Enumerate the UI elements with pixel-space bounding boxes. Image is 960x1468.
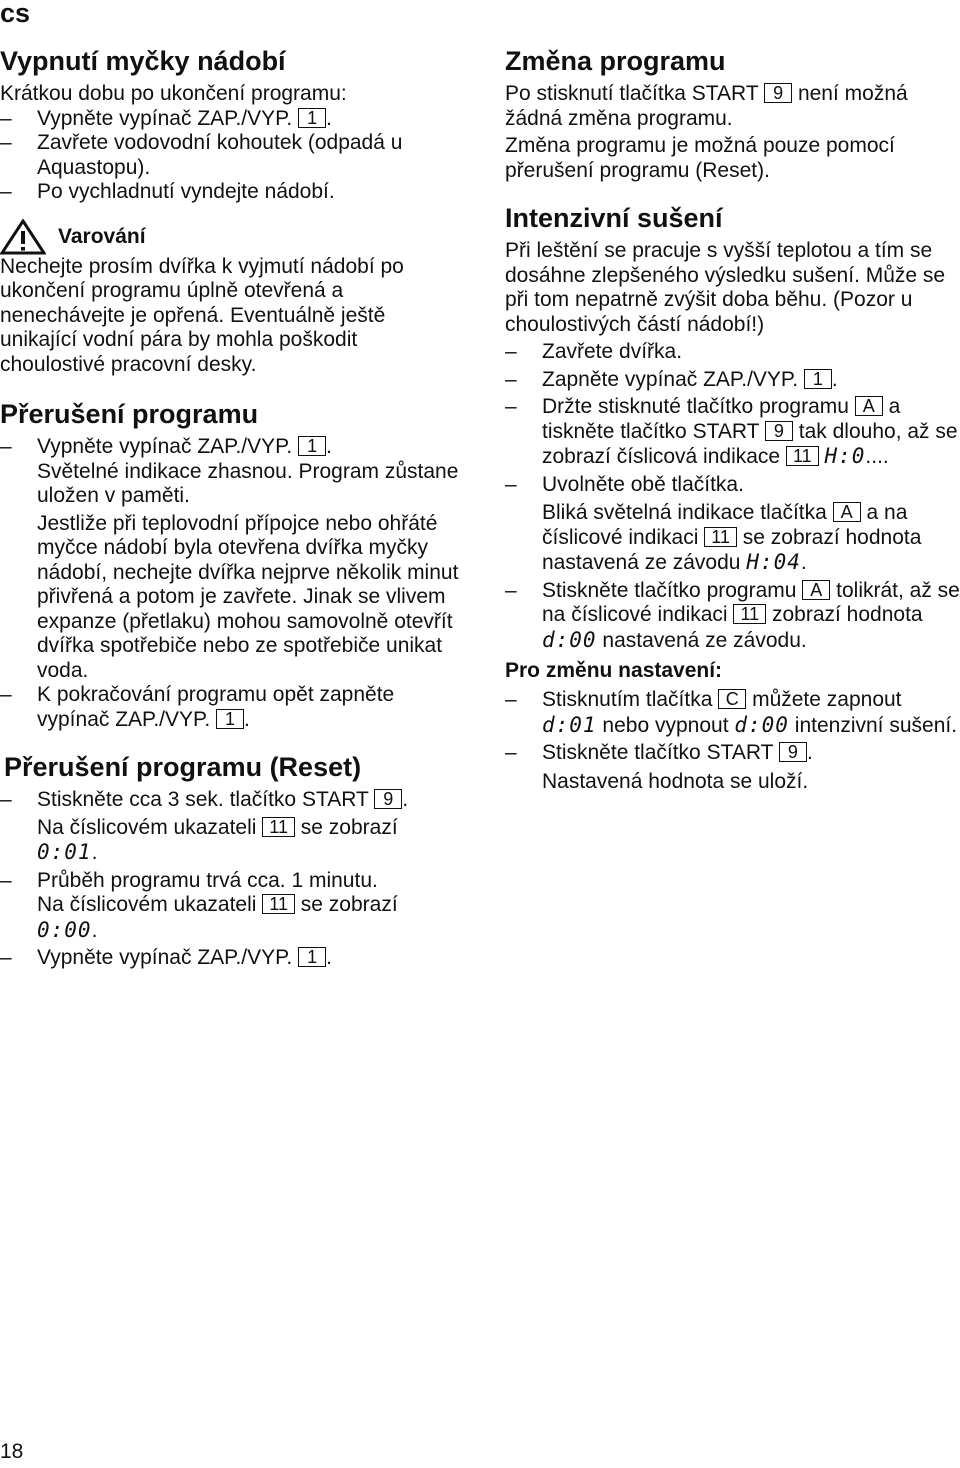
key-11: 11 — [704, 527, 737, 547]
section-title-intensive-drying: Intenzivní sušení — [505, 203, 723, 233]
step-close-tap: – Zavřete vodovodní kohoutek (odpadá u Aquastopu). — [0, 131, 462, 180]
step-interrupt-switch-off: – Vypněte vypínač ZAP./VYP. 1 . — [0, 435, 462, 460]
change-program-reset-text: Změna programu je možná pouze pomocí přerušení programu (Reset). — [505, 134, 895, 182]
section-title-reset: Přerušení programu (Reset) — [4, 752, 362, 782]
step-continue: – K pokračování programu opět zapněte vypínač ZAP./VYP. 1 . — [0, 683, 462, 732]
step-switch-off: – Vypněte vypínač ZAP./VYP. 1 . — [0, 107, 462, 132]
key-A: A — [833, 502, 861, 522]
key-1: 1 — [298, 436, 326, 456]
release-note: Bliká světelná indikace tlačítka A a na číslicové indikaci 11 se zobrazí hodnota nastavená ze závodu H:04. — [542, 501, 922, 574]
reset-display-note: Na číslicovém ukazateli 11 se zobrazí 0:01. — [37, 815, 398, 864]
intro-text: Krátkou dobu po ukončení programu: — [0, 82, 347, 105]
left-column — [0, 44, 462, 971]
key-11: 11 — [733, 604, 766, 624]
key-A: A — [802, 580, 830, 600]
warning-heading — [0, 219, 462, 255]
step-press-start-save: – Stiskněte tlačítko START 9 . — [505, 741, 960, 766]
display-value: 0:00 — [37, 917, 92, 942]
step-reset-switch-off: – Vypněte vypínač ZAP./VYP. 1 . — [0, 946, 462, 971]
display-value: d:00 — [734, 712, 789, 737]
key-C: C — [718, 689, 746, 709]
display-value: d:00 — [542, 627, 597, 652]
key-11: 11 — [786, 446, 819, 466]
step-unload: – Po vychladnutí vyndejte nádobí. — [0, 180, 462, 205]
key-A: A — [855, 396, 883, 416]
intensive-drying-text: Při leštění se pracuje s vyšší teplotou a tím se dosáhne zlepšeného výsledku sušení. Může se při tom nepatrně zvýšit doba běhu. (Pozor u choulostivých částí nádobí!) — [505, 239, 946, 336]
page-number: 18 — [0, 1440, 24, 1463]
display-value: H:04 — [746, 550, 801, 574]
step-release-buttons: – Uvolněte obě tlačítka. — [505, 473, 960, 498]
key-1: 1 — [298, 947, 326, 967]
saved-note: Nastavená hodnota se uloží. — [542, 769, 809, 793]
step-program-runs: – Průběh programu trvá cca. 1 minutu. — [0, 869, 462, 894]
section-title-change-program: Změna programu — [505, 46, 726, 76]
right-column — [505, 44, 960, 794]
key-11: 11 — [262, 894, 295, 914]
key-9: 9 — [764, 83, 792, 103]
display-value: 0:01 — [37, 840, 92, 864]
reset-display-note-2: Na číslicovém ukazateli 11 se zobrazí 0:00. — [37, 893, 398, 942]
step-press-program-button: – Stiskněte tlačítko programu A tolikrát, až se na číslicové indikaci 11 zobrazí hodnota d:00 nastavená ze závodu. — [505, 579, 960, 654]
key-1: 1 — [298, 108, 326, 128]
warning-label: Varování — [58, 224, 146, 248]
warning-icon — [0, 219, 46, 255]
step-switch-on: – Zapněte vypínač ZAP./VYP. 1 . — [505, 368, 960, 393]
step-press-start: – Stiskněte cca 3 sek. tlačítko START 9 . — [0, 788, 462, 813]
subheading-change-setting: Pro změnu nastavení: — [505, 659, 723, 682]
key-1: 1 — [804, 369, 832, 389]
key-1: 1 — [216, 709, 244, 729]
step-close-door: – Zavřete dvířka. — [505, 340, 960, 365]
change-program-text: Po stisknutí tlačítka START 9 není možná žádná změna programu. — [505, 82, 908, 130]
key-11: 11 — [262, 817, 295, 837]
display-value: d:01 — [542, 712, 597, 737]
section-title-switch-off: Vypnutí myčky nádobí — [0, 46, 286, 76]
interrupt-note: Světelné indikace zhasnou. Program zůstane uložen v paměti. — [37, 459, 459, 507]
key-9: 9 — [779, 742, 807, 762]
key-9: 9 — [374, 789, 402, 809]
interrupt-note-2: Jestliže při teplovodní přípojce nebo ohřáté myčce nádobí byla otevřena dvířka myčky nádobí, nechejte dvířka nejprve několik minut přivřená a potom je zavřete. Jinak se vlivem expanze (přetlaku) mohou samovolně otevřít dvířka spotřebiče nebo ze spotřebiče unikat voda. — [37, 511, 459, 682]
step-hold-program-button: – Držte stisknuté tlačítko programu A a tiskněte tlačítko START 9 tak dlouho, až se zobrazí číslicová indikace 11 H:0.... — [505, 395, 960, 470]
language-code: cs — [0, 0, 31, 28]
step-press-c: – Stisknutím tlačítka C můžete zapnout d:01 nebo vypnout d:00 intenzivní sušení. — [505, 688, 960, 738]
section-title-interrupt: Přerušení programu — [0, 399, 259, 429]
display-value: H:0 — [824, 444, 866, 468]
warning-text: Nechejte prosím dvířka k vyjmutí nádobí po ukončení programu úplně otevřená a nenechávejte je opřená. Eventuálně ještě unikající vodní pára by mohla poškodit choulostivé pracovní desky. — [0, 254, 404, 376]
key-9: 9 — [765, 421, 793, 441]
